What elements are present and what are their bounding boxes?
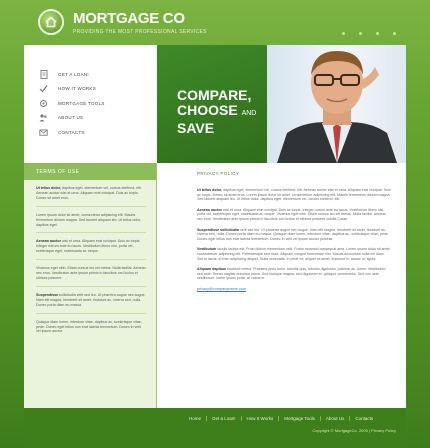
main-para-text: dapibus eget, elementum vel, cursus eleifend, elit. Aenean auctor wisi et urna. Aliquam erat volutpat. Duis ac turpis. Donec sit amet eros. Lorem ipsum dolor sit amet, consectetuer adipiscing elit. Mauris fermentum dictum magna. Sed laoreet aliquam leo. Ut tellus dolor, dapibus eget, elementum vel, cursus eleifend, elit. [197, 188, 391, 202]
left-text-block [24, 260, 156, 281]
main-para-text: iaculis lacinia est. Proin dictum elementum velit. Fusce euismod consequat ante. Lorem ipsum dolor sit amet, consectetuer adipiscing elit. Pellentesque sed dolor. Aliquam congue fermentum nisl. Mauris accumsan nulla vel diam. Sed in lacus ut enim adipiscing aliquet. Nulla venenatis. In pede mi, aliquet sit amet, euismod in, auctor ut, ligula. [197, 247, 391, 261]
hero-line-1: COMPARE, [177, 87, 252, 103]
footer-link-contacts[interactable]: Contacts [349, 416, 378, 421]
header [24, 0, 406, 45]
nav-label: MORTGAGE TOOLS [58, 100, 105, 106]
footer-copyright: Copyright © MortgageCo, 2005 | Privacy Policy [312, 428, 396, 433]
sidebar-nav [24, 45, 157, 163]
left-text-block [24, 314, 156, 335]
nav-label: HOW IT WORKS [58, 86, 97, 92]
main-para-text: tincidunt metus. Praesent justo dolor, lobortis quis, lobortis dignissim, pulvinar ac, lorem. Vestibulum sed ante. Donec sagittis euismod purus. Sed tristique magna, sed dignissim et, quisque consectetur. Sed non ante vestibulum, lorem ipsum porta, at varius in. [197, 267, 386, 281]
nav-label: CONTACTS [58, 129, 85, 135]
left-block-text: dapibus eget, elementum vel, cursus eleifend, elit. Aenean auctor wisi et urna. Aliquam erat volutpat. Duis ac turpis. Donec sit amet eros. [36, 186, 142, 200]
left-block-bold: Aenean auctor [36, 239, 61, 244]
document-icon [39, 70, 48, 79]
hero-headline [177, 88, 256, 136]
logo-icon[interactable] [38, 9, 64, 35]
footer-link-mortgage-tools[interactable]: Mortgage Tools [278, 416, 320, 421]
dot-decor [359, 32, 362, 35]
left-block-text: wisi et urna. Aliquam erat volutpat. Duis ac turpis. Integer rutrum ante eu lacus. Vestibulum libero nisl, porta vel, scelerisque eget, malesuada at, neque. [36, 239, 141, 254]
terms-title: TERMS OF USE [36, 168, 80, 175]
main-content [157, 163, 406, 408]
site-tagline: PROVIDING THE MOST PROFESSIONAL SERVICES [73, 29, 207, 35]
left-column [24, 163, 157, 408]
terms-header [24, 163, 156, 180]
footer [24, 408, 406, 448]
footer-link-get-a-loan[interactable]: Get a Loan! [206, 416, 241, 421]
main-paragraph [197, 228, 392, 242]
dot-decor [393, 32, 396, 35]
house-icon [44, 15, 58, 29]
site-title[interactable]: MORTGAGE CO [73, 10, 185, 27]
hero-banner [157, 45, 406, 163]
page-container [24, 0, 406, 448]
hero-line-2-main: CHOOSE [177, 102, 238, 118]
privacy-title: PRIVACY POLICY [197, 171, 240, 176]
gear-icon [39, 99, 48, 108]
businessman-photo [267, 45, 406, 163]
main-paragraph [197, 247, 392, 261]
people-icon [39, 113, 48, 122]
checkmark-icon [39, 84, 48, 93]
left-text-block [24, 180, 156, 201]
dot-decor [342, 32, 345, 35]
left-text-block [24, 207, 156, 228]
main-para-bold: Aenean auctor [197, 207, 222, 212]
nav-item-get-a-loan[interactable] [24, 67, 157, 82]
footer-link-home[interactable]: Home [189, 416, 202, 421]
footer-link-how-it-works[interactable]: How It Works [241, 416, 279, 421]
nav-item-about-us[interactable] [24, 111, 157, 126]
main-para-text: velit sed leo. Ut pharetra augue nec augue. Nam elit magna, hendrerit sit amet, tincidunt ac, viverra sed, nulla. Donec porta diam eu massa. Quisque diam lorem, interdum vitae, dapibus ac, scelerisque vitae, pede. Donec eget tellus non erat lacinia fermentum. Donec in velit vel ipsum auctor pulvinar. [197, 227, 389, 241]
main-para-bold: Aliquam dapibus [197, 267, 226, 272]
hero-line-2-small: AND [241, 110, 257, 117]
footer-link-about-us[interactable]: About Us [320, 416, 350, 421]
nav-label: ABOUT US [58, 115, 84, 121]
hero-line-2 [177, 103, 256, 121]
dot-decor [376, 32, 379, 35]
main-para-bold: Ut tellus dolor, [197, 188, 222, 192]
nav-item-how-it-works[interactable] [24, 82, 157, 97]
footer-nav [184, 416, 378, 421]
main-para-bold: Suspendisse sollicitudin [197, 227, 240, 232]
main-paragraph [197, 267, 392, 281]
privacy-email-link[interactable]: privacy@companyname.com [197, 286, 247, 291]
left-block-text: Vivamus eget nibh. Etiam cursus leo vel metus. Nulla facilisi. Aenean nec eros. Vestibulum ante ipsum primis in faucibus orci luctus et ultrices posuere. [36, 266, 146, 280]
main-para-text: wisi et urna. Aliquam erat volutpat. Duis ac turpis. Integer rutrum ante eu lacus. Vestibulum libero nisl, porta vel, scelerisque eget, malesuada at, neque. Vivamus eget nibh. Etiam cursus leo vel metus. Nulla facilisi. Aenean nec eros. Vestibulum ante ipsum primis in faucibus orci luctus et ultrices posuere cubilia Curae. [197, 207, 387, 221]
left-text-block [24, 287, 156, 308]
main-para-bold: Vestibulum [197, 247, 217, 252]
nav-item-contacts[interactable] [24, 125, 157, 140]
main-paragraph [197, 188, 392, 202]
hero-line-3: SAVE [177, 120, 215, 136]
left-text-block [24, 233, 156, 254]
left-block-bold: Ut tellus dolor, [36, 186, 61, 190]
envelope-icon [39, 128, 48, 137]
hero-photo [267, 45, 406, 163]
nav-item-mortgage-tools[interactable] [24, 96, 157, 111]
nav-label: GET A LOAN! [58, 71, 89, 77]
main-paragraph [197, 208, 392, 222]
header-dots [342, 32, 396, 35]
left-block-bold: Suspendisse [36, 292, 59, 297]
left-block-text: Quisque diam lorem, interdum vitae, dapibus ac, scelerisque vitae, pede. Donec eget tellus non erat lacinia fermentum. Donec in velit vel ipsum auctor. [36, 319, 142, 334]
left-block-text: Lorem ipsum dolor sit amet, consectetur adipiscing elit. Mauris fermentum dictum magna. Sed laoreet aliquam leo. Ut tellus dolor, dapibus eget. [36, 212, 142, 227]
left-block-text: sollicitudin velit sed leo. Ut pharetra augue nec augue. Nam elit magna, hendrerit sit amet, tincidunt ac, viverra sed, nulla. Donec porta diam eu massa. [36, 292, 146, 307]
